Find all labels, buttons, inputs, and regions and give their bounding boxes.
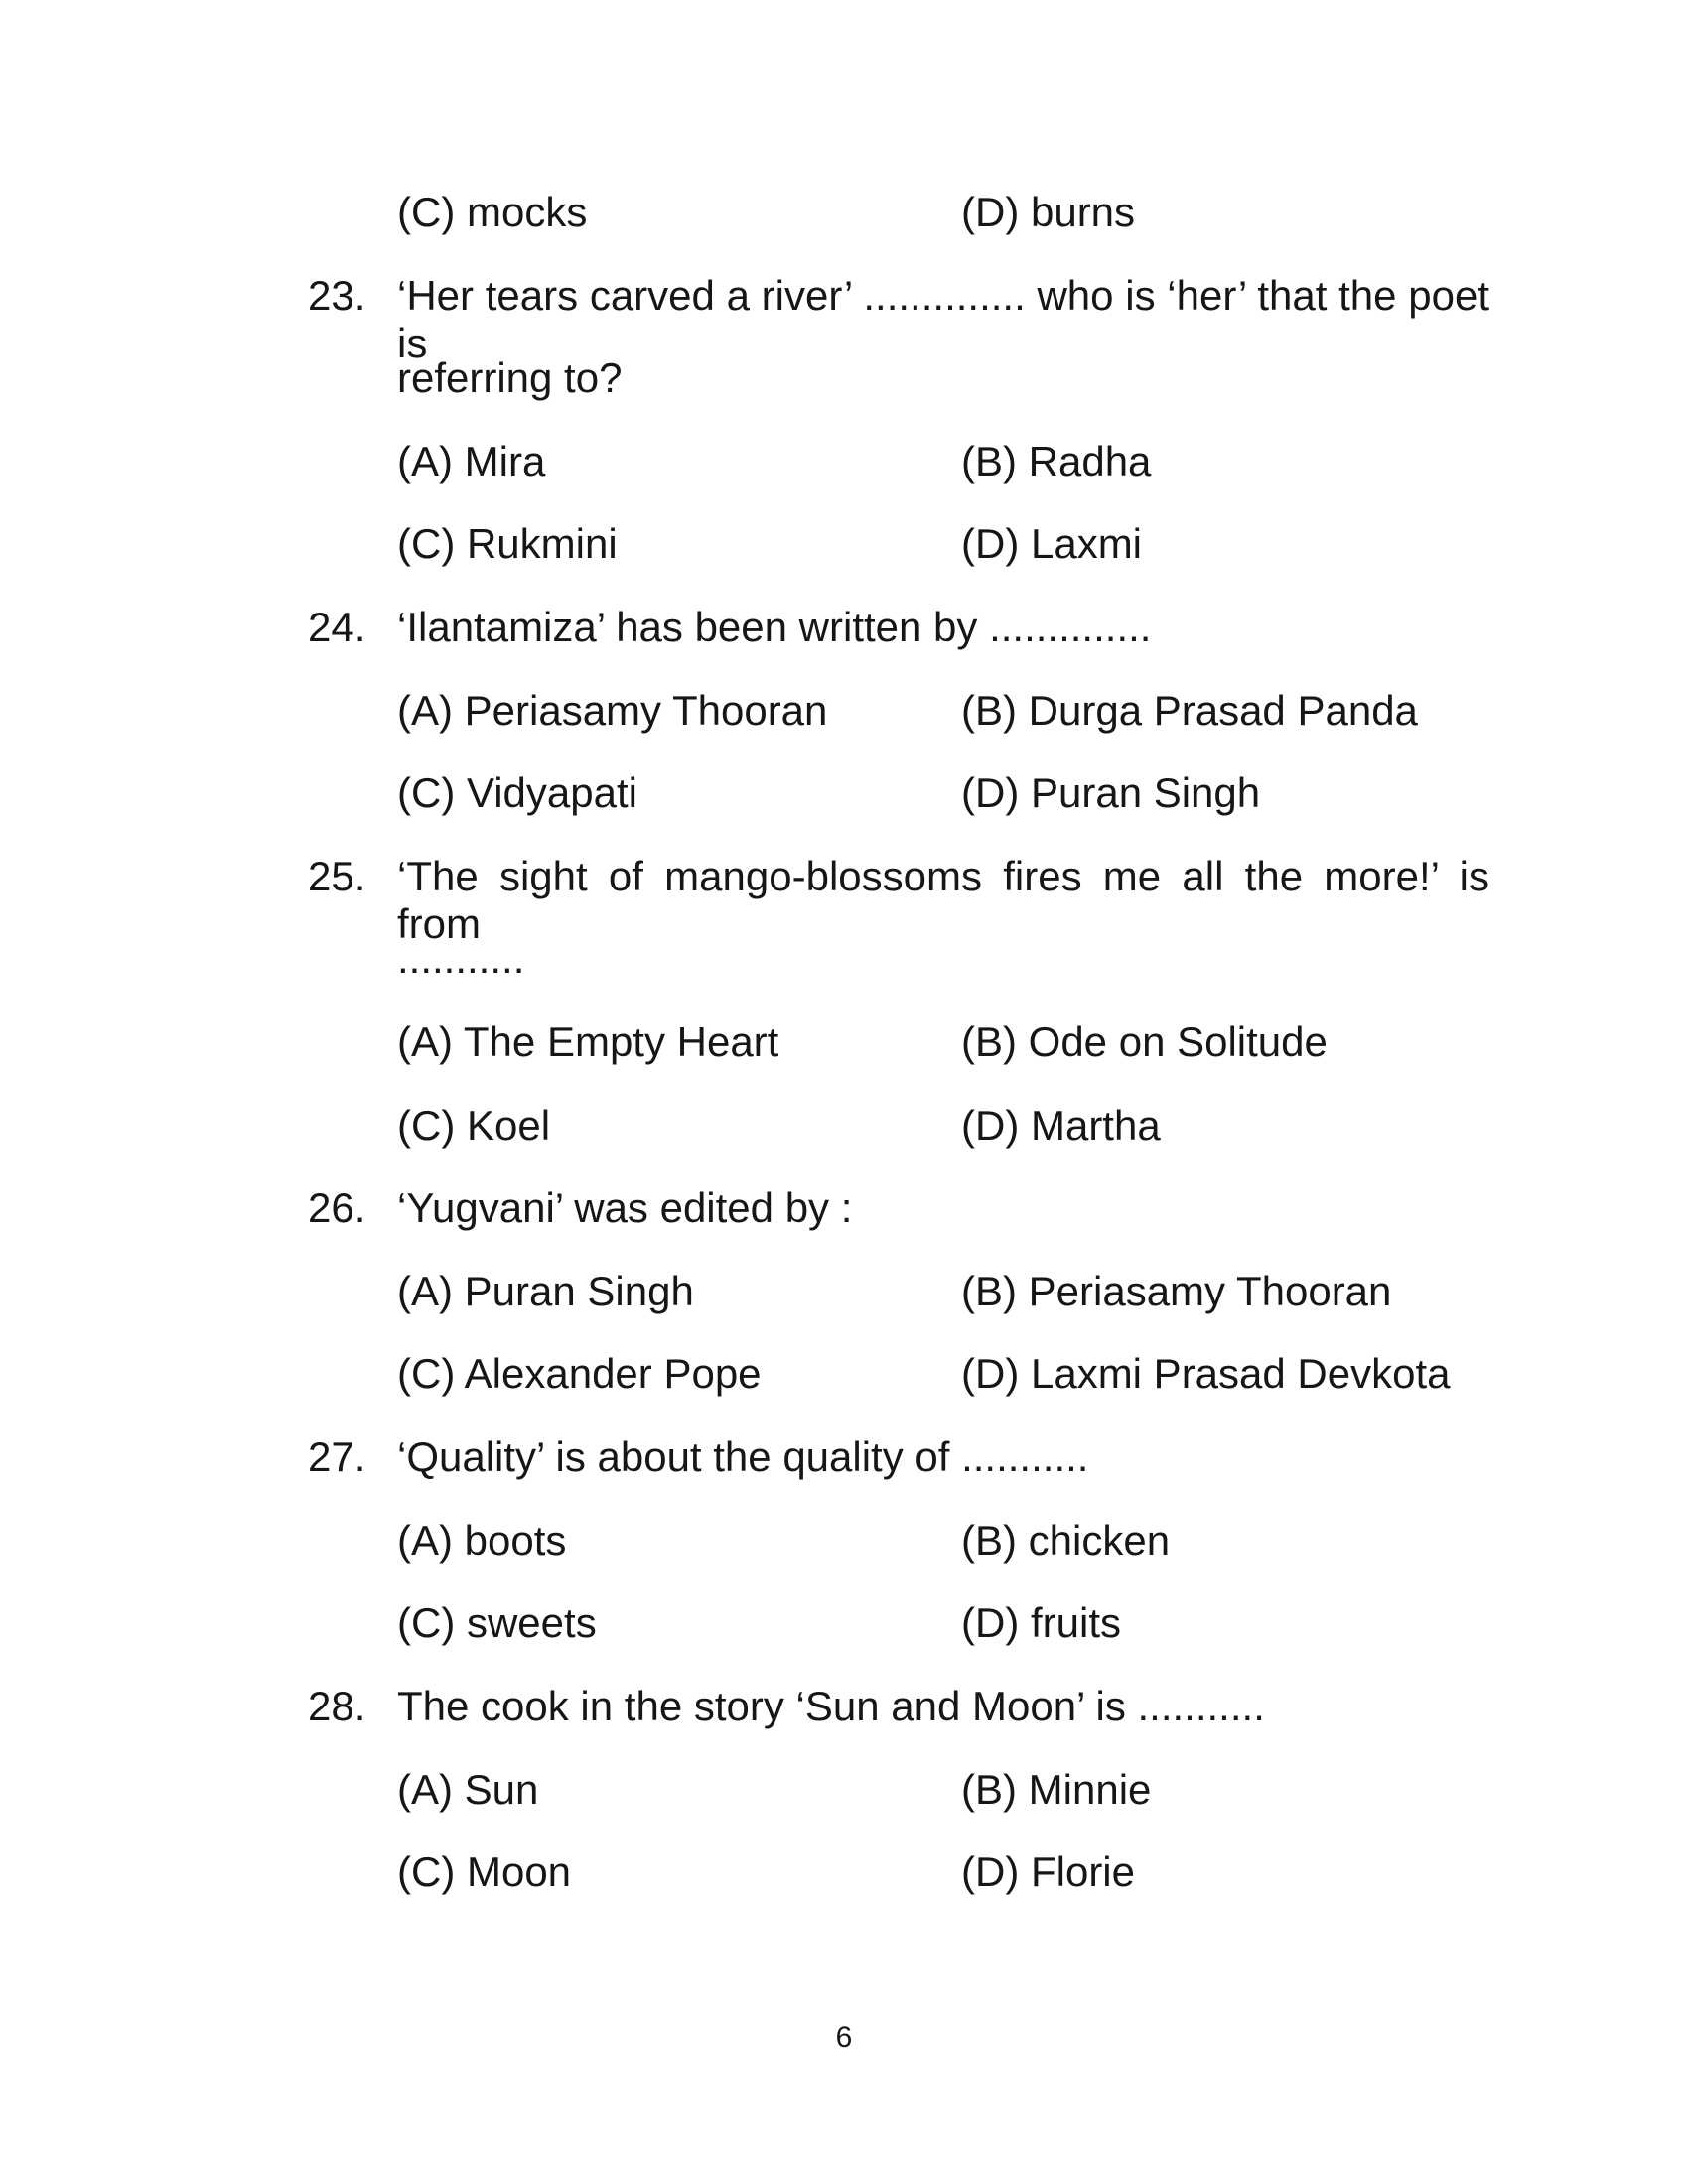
option-b: (B) Minnie xyxy=(961,1766,1152,1813)
option-a: (A) Mira xyxy=(397,438,546,484)
option-d: (D) Laxmi xyxy=(961,520,1143,567)
option-d: (D) Laxmi Prasad Devkota xyxy=(961,1350,1451,1397)
option-d: (D) Martha xyxy=(961,1102,1161,1149)
question-row xyxy=(0,1683,1688,1738)
option-c: (C) Alexander Pope xyxy=(397,1350,762,1397)
question-text: ‘The sight of mango-blossoms fires me all the more!’ is from xyxy=(397,853,1489,947)
question-row xyxy=(0,1433,1688,1489)
question-row-continued xyxy=(0,935,1688,991)
option-row xyxy=(0,769,1688,825)
option-c: (C) Rukmini xyxy=(397,520,618,567)
option-c: (C) Moon xyxy=(397,1848,572,1895)
option-c: (C) mocks xyxy=(397,189,588,235)
question-number: 24. xyxy=(308,604,366,650)
question-number: 26. xyxy=(308,1184,366,1231)
question-row xyxy=(0,853,1688,947)
question-text: ‘Quality’ is about the quality of ........... xyxy=(397,1433,1089,1480)
option-b: (B) Ode on Solitude xyxy=(961,1019,1328,1065)
option-row xyxy=(0,1102,1688,1158)
question-row-continued xyxy=(0,354,1688,410)
question-row xyxy=(0,1184,1688,1240)
dots-line: ........... xyxy=(397,935,525,982)
question-text-line2: referring to? xyxy=(397,354,623,401)
option-row xyxy=(0,1268,1688,1323)
option-d: (D) fruits xyxy=(961,1599,1121,1646)
option-row xyxy=(0,1766,1688,1822)
question-number: 25. xyxy=(308,853,366,899)
option-row xyxy=(0,520,1688,576)
option-row xyxy=(0,1517,1688,1572)
option-c: (C) Vidyapati xyxy=(397,769,637,816)
option-row xyxy=(0,1350,1688,1406)
option-b: (B) Radha xyxy=(961,438,1152,484)
option-d: (D) Florie xyxy=(961,1848,1135,1895)
question-text: The cook in the story ‘Sun and Moon’ is ........... xyxy=(397,1683,1265,1729)
question-text: ‘Yugvani’ was edited by : xyxy=(397,1184,853,1231)
question-number: 27. xyxy=(308,1433,366,1480)
option-c: (C) sweets xyxy=(397,1599,597,1646)
page-number: 6 xyxy=(835,2021,853,2054)
option-row xyxy=(0,687,1688,743)
question-number: 28. xyxy=(308,1683,366,1729)
option-b: (B) Durga Prasad Panda xyxy=(961,687,1418,734)
option-d: (D) Puran Singh xyxy=(961,769,1261,816)
question-number: 23. xyxy=(308,272,366,319)
question-row xyxy=(0,272,1688,366)
option-row xyxy=(0,1599,1688,1655)
option-d: (D) burns xyxy=(961,189,1136,235)
option-a: (A) Sun xyxy=(397,1766,539,1813)
option-b: (B) Periasamy Thooran xyxy=(961,1268,1392,1314)
option-a: (A) Periasamy Thooran xyxy=(397,687,828,734)
option-row xyxy=(0,189,1688,244)
option-a: (A) Puran Singh xyxy=(397,1268,694,1314)
question-text: ‘Her tears carved a river’ .............. who is ‘her’ that the poet is xyxy=(397,272,1489,366)
option-b: (B) chicken xyxy=(961,1517,1171,1564)
option-row xyxy=(0,438,1688,493)
question-row xyxy=(0,604,1688,659)
option-row xyxy=(0,1848,1688,1904)
option-row xyxy=(0,1019,1688,1074)
option-a: (A) The Empty Heart xyxy=(397,1019,779,1065)
option-a: (A) boots xyxy=(397,1517,567,1564)
question-text: ‘Ilantamiza’ has been written by .............. xyxy=(397,604,1152,650)
option-c: (C) Koel xyxy=(397,1102,551,1149)
